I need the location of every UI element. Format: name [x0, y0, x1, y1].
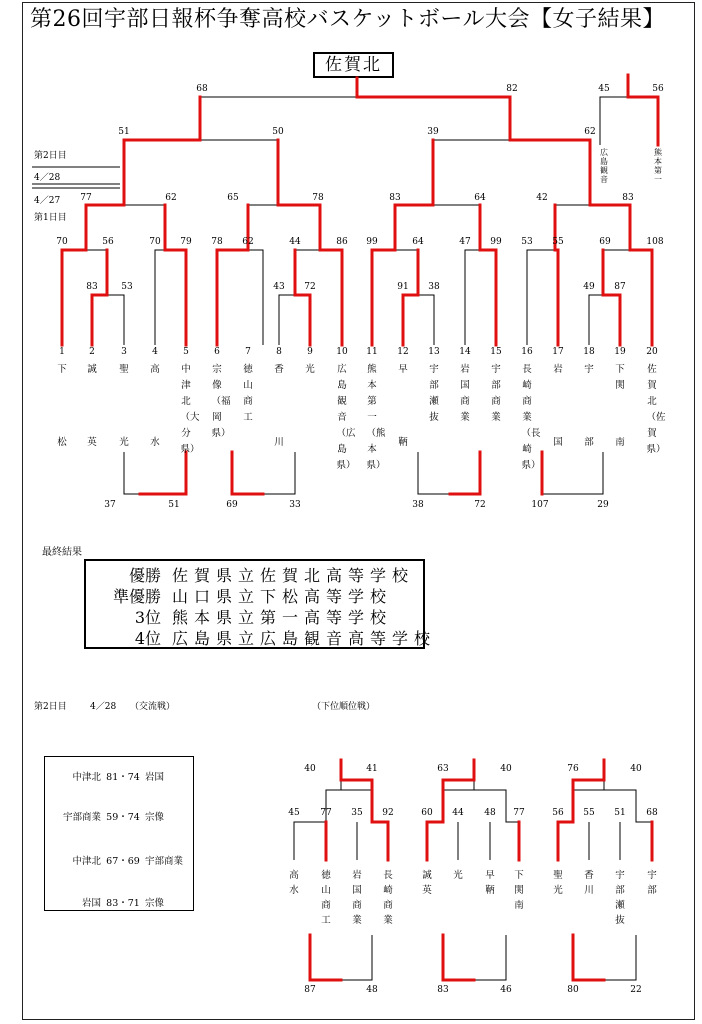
final-results-heading: 最終結果	[42, 547, 82, 558]
date-427-label: 4／27	[34, 196, 61, 206]
lower-team-name: 徳山商工	[321, 870, 331, 926]
exchange-games-box	[44, 756, 194, 911]
score-r1-14: 55	[552, 237, 564, 247]
team-number: 12	[397, 347, 409, 357]
champion-box: 佐賀北	[313, 52, 394, 78]
third-team-right: 熊本第一	[654, 148, 662, 184]
day2-label: 第2日目	[34, 151, 67, 161]
team-number: 4	[152, 347, 158, 357]
team-number: 5	[183, 347, 189, 357]
score-qf-2: 62	[165, 193, 177, 203]
team-name: 香	[274, 364, 284, 375]
lower-team-name: 香川	[584, 870, 594, 896]
score-semi-l1: 51	[118, 127, 130, 137]
lower-score: 68	[646, 808, 658, 818]
exchange-score: 67・69	[106, 856, 140, 867]
score-final-left: 68	[196, 84, 208, 94]
score-r1-10: 64	[412, 237, 424, 247]
lower-score: 77	[320, 808, 332, 818]
lower-score: 60	[421, 808, 433, 818]
team-name: 中津北（大分県）	[180, 364, 200, 455]
team-name: 広島観音（広島県）	[336, 364, 356, 471]
score-c-8: 29	[597, 500, 609, 510]
exchange-game	[45, 809, 193, 821]
score-r1-6: 62	[242, 237, 254, 247]
team-name: 宇部商業	[491, 364, 501, 423]
team-number: 1	[59, 347, 65, 357]
team-name: 下	[57, 364, 67, 375]
lower-score-top-left: 63	[437, 764, 449, 774]
lower-team-name: 岩国商業	[352, 870, 362, 926]
team-name: 宇部瀬抜	[429, 364, 439, 423]
lower-team-name: 早鞆	[485, 870, 495, 896]
team-number: 8	[276, 347, 282, 357]
team-name: 岩国商業	[460, 364, 470, 423]
score-qf-6: 64	[474, 193, 486, 203]
lower-score: 77	[513, 808, 525, 818]
team-name-bottom: 英	[87, 437, 97, 448]
team-number: 19	[614, 347, 626, 357]
lower-score-top-right: 40	[500, 764, 512, 774]
score-c-2: 51	[168, 500, 180, 510]
team-number: 9	[307, 347, 313, 357]
exchange-score: 81・74	[106, 772, 140, 783]
score-semi-r1: 39	[427, 127, 439, 137]
team-name-bottom: 川	[274, 437, 284, 448]
exchange-game	[45, 853, 193, 865]
score-p-4: 72	[304, 282, 316, 292]
exchange-date: 4／28	[90, 702, 117, 712]
team-number: 16	[521, 347, 533, 357]
lower-score: 92	[382, 808, 394, 818]
score-p-7: 49	[583, 282, 595, 292]
team-name: 聖	[119, 364, 129, 375]
score-qf-5: 83	[389, 193, 401, 203]
team-number: 13	[428, 347, 440, 357]
score-r1-16: 108	[646, 237, 664, 247]
exchange-day: 第2日目	[34, 702, 67, 712]
lower-score-bottom-left: 87	[304, 985, 316, 995]
score-r1-2: 56	[102, 237, 114, 247]
team-name: 宗像（福岡県）	[211, 364, 231, 439]
team-number: 15	[490, 347, 502, 357]
score-semi-r2: 62	[584, 127, 596, 137]
lower-score: 56	[552, 808, 564, 818]
team-number: 14	[459, 347, 471, 357]
team-name: 佐賀北（佐賀県）	[646, 364, 666, 455]
lower-team-name: 下関南	[514, 870, 524, 911]
result-rank: 優勝	[128, 566, 161, 585]
lower-score: 55	[583, 808, 595, 818]
lower-team-name: 長崎商業	[383, 870, 393, 926]
lower-score-top-right: 40	[630, 764, 642, 774]
score-c-1: 37	[104, 500, 116, 510]
team-name-bottom: 松	[57, 437, 67, 448]
exchange-score: 83・71	[106, 898, 140, 909]
score-qf-4: 78	[312, 193, 324, 203]
score-r1-4: 79	[180, 237, 192, 247]
exchange-team-right: 宇部商業	[145, 856, 184, 867]
exchange-score: 59・74	[106, 812, 140, 823]
team-name-bottom: 水	[150, 437, 160, 448]
score-r1-15: 69	[599, 237, 611, 247]
score-c-5: 38	[412, 500, 424, 510]
score-p-8: 87	[614, 282, 626, 292]
team-number: 20	[646, 347, 658, 357]
team-number: 10	[336, 347, 348, 357]
exchange-team-right: 宗像	[145, 898, 165, 909]
lower-team-name: 高水	[289, 870, 299, 896]
team-number: 11	[366, 347, 378, 357]
lower-score-top-left: 76	[567, 764, 579, 774]
team-number: 17	[552, 347, 564, 357]
score-r1-5: 78	[211, 237, 223, 247]
lower-score-top-left: 40	[304, 764, 316, 774]
result-school: 佐賀県立佐賀北高等学校	[172, 566, 415, 585]
score-p-6: 38	[428, 282, 440, 292]
score-c-6: 72	[474, 500, 486, 510]
team-name: 宇	[584, 364, 594, 375]
result-row	[86, 563, 423, 583]
team-name: 誠	[87, 364, 97, 375]
team-name: 下関	[615, 364, 625, 391]
score-c-7: 107	[531, 500, 549, 510]
team-name: 早	[398, 364, 408, 375]
score-third-right: 56	[652, 84, 664, 94]
lower-team-name: 宇部	[647, 870, 657, 896]
team-number: 2	[89, 347, 95, 357]
lower-score-bottom-right: 48	[366, 985, 378, 995]
team-number: 6	[214, 347, 220, 357]
third-team-left: 広島観音	[600, 148, 608, 184]
team-name-bottom: 部	[584, 437, 594, 448]
result-rank: 4位	[134, 629, 161, 648]
exchange-team-left: 中津北	[72, 772, 101, 783]
lower-team-name: 宇部瀬抜	[615, 870, 625, 926]
lower-label: （下位順位戦）	[312, 702, 376, 712]
score-c-3: 69	[226, 500, 238, 510]
score-r1-8: 86	[336, 237, 348, 247]
team-name: 高	[150, 364, 160, 375]
date-428-label: 4／28	[34, 173, 61, 183]
team-number: 7	[245, 347, 251, 357]
score-r1-11: 47	[459, 237, 471, 247]
lower-score: 51	[614, 808, 626, 818]
lower-team-name: 誠英	[422, 870, 432, 896]
result-school: 山口県立下松高等学校	[172, 587, 393, 606]
lower-team-name: 聖光	[553, 870, 563, 896]
score-p-3: 43	[273, 282, 285, 292]
result-school: 広島県立広島観音高等学校	[172, 629, 437, 648]
result-rank: 3位	[134, 608, 161, 627]
result-row	[86, 626, 437, 648]
score-r1-3: 70	[149, 237, 161, 247]
score-r1-13: 53	[521, 237, 533, 247]
lower-score-top-right: 41	[366, 764, 378, 774]
result-rank: 準優勝	[112, 587, 161, 606]
lower-score: 45	[288, 808, 300, 818]
score-qf-7: 42	[536, 193, 548, 203]
score-qf-1: 77	[80, 193, 92, 203]
exchange-game	[45, 895, 193, 907]
lower-team-name: 光	[453, 870, 463, 881]
lower-score: 48	[484, 808, 496, 818]
lower-score: 44	[452, 808, 464, 818]
team-name: 熊本第一（熊本県）	[366, 364, 386, 471]
day1-label: 第1日目	[34, 213, 67, 223]
team-name-bottom: 鞆	[398, 437, 408, 448]
team-name: 光	[305, 364, 315, 375]
result-row	[86, 605, 423, 625]
team-name-bottom: 南	[615, 437, 625, 448]
score-final-right: 82	[506, 84, 518, 94]
result-row	[86, 584, 423, 604]
exchange-team-right: 宗像	[145, 812, 165, 823]
lower-score-bottom-right: 46	[500, 985, 512, 995]
team-number: 18	[583, 347, 595, 357]
score-p-5: 91	[397, 282, 409, 292]
page-title: 第26回宇部日報杯争奪高校バスケットボール大会【女子結果】	[30, 7, 665, 32]
score-qf-8: 83	[622, 193, 634, 203]
team-name: 徳山商工	[243, 364, 253, 423]
score-third-left: 45	[598, 84, 610, 94]
score-r1-9: 99	[366, 237, 378, 247]
score-p-2: 53	[121, 282, 133, 292]
score-qf-3: 65	[227, 193, 239, 203]
lower-score-bottom-right: 22	[630, 985, 642, 995]
team-name: 岩	[553, 364, 563, 375]
team-name: 長崎商業（長崎県）	[521, 364, 541, 471]
exchange-team-left: 宇部商業	[62, 812, 101, 823]
score-r1-12: 99	[490, 237, 502, 247]
team-number: 3	[121, 347, 127, 357]
lower-score-bottom-left: 83	[437, 985, 449, 995]
team-name-bottom: 国	[553, 437, 563, 448]
exchange-team-left: 岩国	[81, 898, 101, 909]
result-school: 熊本県立第一高等学校	[172, 608, 393, 627]
team-name-bottom: 光	[119, 437, 129, 448]
exchange-game	[45, 769, 193, 781]
score-r1-1: 70	[56, 237, 68, 247]
score-semi-l2: 50	[272, 127, 284, 137]
score-c-4: 33	[289, 500, 301, 510]
lower-score: 35	[351, 808, 363, 818]
exchange-team-left: 中津北	[72, 856, 101, 867]
exchange-team-right: 岩国	[145, 772, 165, 783]
exchange-label: （交流戦）	[130, 702, 176, 712]
final-results-box	[84, 559, 437, 649]
score-p-1: 83	[86, 282, 98, 292]
score-r1-7: 44	[289, 237, 301, 247]
lower-score-bottom-left: 80	[567, 985, 579, 995]
